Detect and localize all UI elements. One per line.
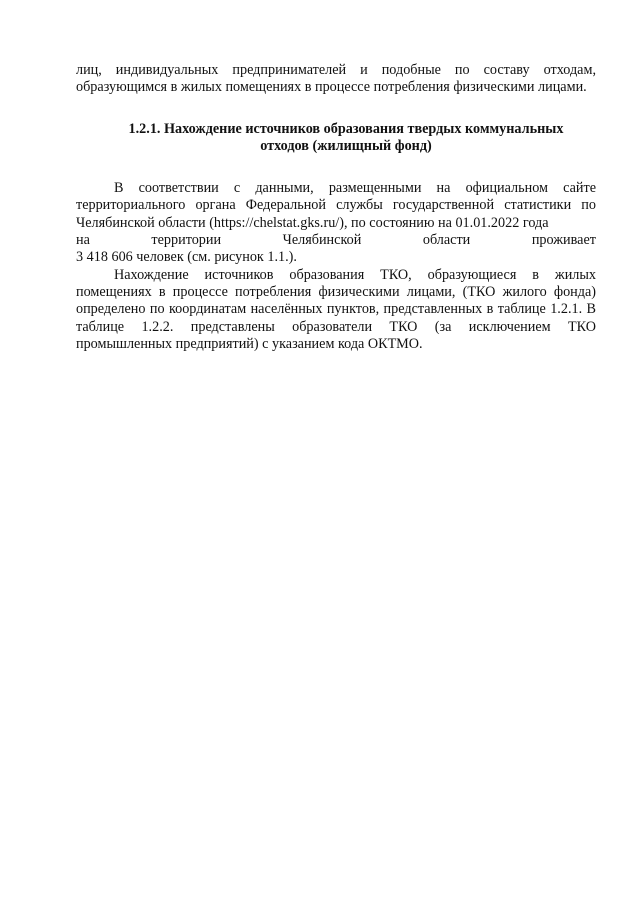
document-page xyxy=(76,62,596,353)
section-heading xyxy=(76,121,596,156)
spread-word: на xyxy=(76,232,90,249)
paragraph-population xyxy=(76,180,596,266)
spread-word: Челябинской xyxy=(282,232,362,249)
spacer xyxy=(76,155,596,180)
paragraph-population-last-line: 3 418 606 человек (см. рисунок 1.1.). xyxy=(76,249,297,266)
section-heading-line-1: 1.2.1. Нахождение источников образования твердых коммунальных xyxy=(128,120,564,137)
paragraph-sources: Нахождение источников образования ТКО, образующиеся в жилых помещениях в процессе потребления физическими лицами, (ТКО жилого фонда) определено по координатам населённых пунктов, представленных в таблице 1.2.1. В таблице 1.2.2. представлены образователи ТКО (за исключением ТКО промышленных предприятий) с указанием кода ОКТМО. xyxy=(76,266,596,352)
spread-word: проживает xyxy=(531,232,596,249)
spacer xyxy=(76,97,596,121)
spread-word: области xyxy=(422,232,471,249)
spread-word: территории xyxy=(151,232,222,249)
intro-paragraph: лиц, индивидуальных предпринимателей и подобные по составу отходам, образующимся в жилых помещениях в процессе потребления физическими лицами. xyxy=(76,62,596,96)
section-heading-line-2: отходов (жилищный фонд) xyxy=(260,137,432,154)
paragraph-population-spread-line xyxy=(76,232,596,249)
paragraph-population-text: В соответствии с данными, размещенными на официальном сайте территориального органа Федеральной службы государственной статистики по Челябинской области (https://chelstat.gks.ru/), по состоянию на 01.01.2022 года xyxy=(76,180,596,231)
